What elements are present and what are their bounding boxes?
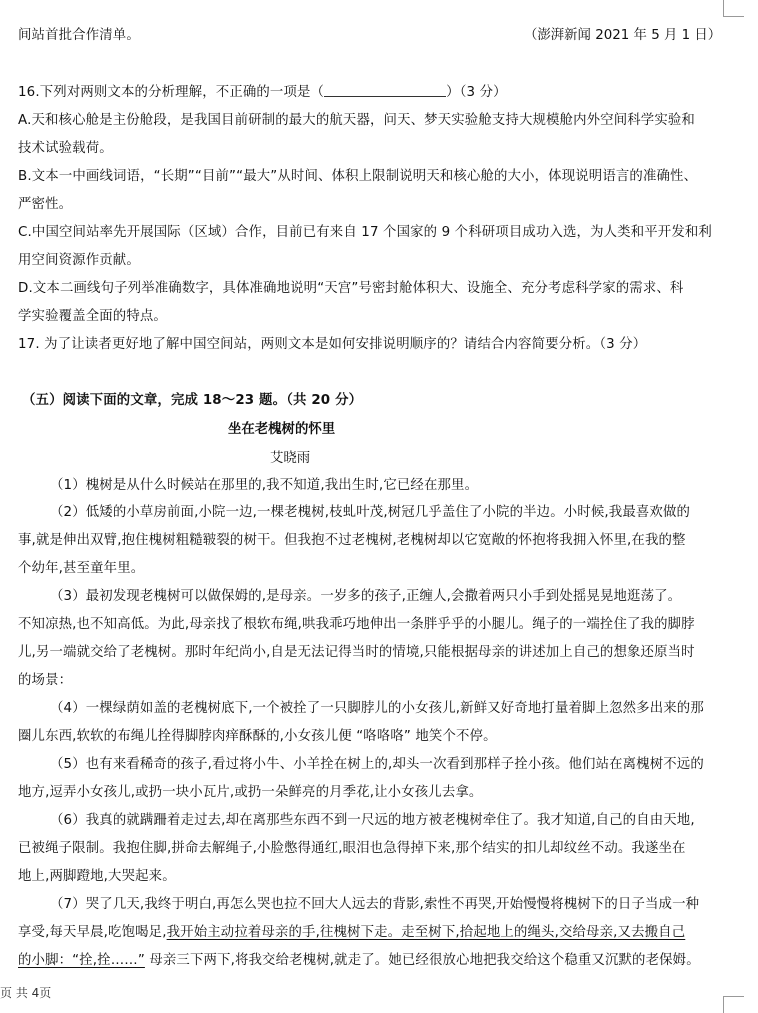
article-title: 坐在老槐树的怀里 (228, 422, 336, 437)
text-line: 间站首批合作清单。 (18, 28, 140, 43)
paragraph-6-line: 已被绳子限制。我抱住脚,拼命去解绳子,小脸憋得通红,眼泪也急得掉下来,那个结实的扣儿却纹丝不动。我遂坐在 (18, 841, 686, 856)
paragraph-6: （6）我真的就蹒跚着走过去,却在离那些东西不到一尺远的地方被老槐树牵住了。我才知道,自己的自由天地, (50, 813, 695, 828)
section-heading: （五）阅读下面的文章，完成 18～23 题。（共 20 分） (22, 393, 363, 408)
paragraph-7-line: 的小脚：“拴,拴……” 母亲三下两下,将我交给老槐树,就走了。她已经很放心地把我交给这个稳重又沉默的老保姆。 (18, 953, 700, 968)
paragraph-3-line: 的场景： (18, 673, 73, 688)
page-footer: 页 共 4页 (0, 986, 52, 1000)
paragraph-7: （7）哭了几天,我终于明白,再怎么哭也拉不回大人远去的背影,索性不再哭,开始慢慢将槐树下的日子当成一种 (50, 897, 700, 912)
paragraph-2-line: 个幼年,甚至童年里。 (18, 561, 145, 576)
paragraph-5-line: 地方,逗弄小女孩儿,或扔一块小瓦片,或扔一朵鲜亮的月季花,让小女孩儿去拿。 (18, 785, 483, 800)
option-c: C.中国空间站率先开展国际（区域）合作，目前已有来自 17 个国家的 9 个科研项目成功入选，为人类和平开发和利 (18, 225, 712, 240)
paragraph-3-line: 儿,另一端就交给了老槐树。那时年纪尚小,自是无法记得当时的情境,只能根据母亲的讲述加上自己的想象还原当时 (18, 645, 695, 660)
paragraph-2-line: 事,就是伸出双臂,抱住槐树粗糙皲裂的树干。但我抱不过老槐树,老槐树却以它宽敞的怀抱将我拥入怀里,在我的整 (18, 533, 686, 548)
page-corner-mark (723, 0, 744, 17)
source-citation: （澎湃新闻 2021 年 5 月 1 日） (524, 28, 722, 43)
paragraph-5: （5）也有来看稀奇的孩子,看过将小牛、小羊拴在树上的,却头一次看到那样子拴小孩。他们站在离槐树不远的 (50, 757, 704, 772)
answer-blank (324, 84, 446, 97)
paragraph-4: （4）一棵绿荫如盖的老槐树底下,一个被拴了一只脚脖儿的小女孩儿,新鲜又好奇地打量着脚上忽然多出来的那 (50, 701, 704, 716)
question-17: 17. 为了让读者更好地了解中国空间站，两则文本是如何安排说明顺序的？请结合内容简要分析。（3 分） (18, 337, 647, 352)
paragraph-6-line: 地上,两脚蹬地,大哭起来。 (18, 869, 176, 884)
paragraph-1: （1）槐树是从什么时候站在那里的,我不知道,我出生时,它已经在那里。 (50, 478, 479, 493)
option-a-cont: 技术试验载荷。 (18, 141, 113, 156)
paragraph-3-line: 不知凉热,也不知高低。为此,母亲找了根软布绳,哄我乖巧地伸出一条胖乎乎的小腿儿。绳子的一端拴住了我的脚脖 (18, 617, 695, 632)
page-corner-mark (723, 996, 744, 1013)
option-d: D.文本二画线句子列举准确数字，具体准确地说明“天宫”号密封舱体积大、设施全、充分考虑科学家的需求、科 (18, 281, 684, 296)
underlined-sentence: 我开始主动拉着母亲的手,往槐树下走。走至树下,拾起地上的绳头,交给母亲,又去搬自己 (166, 925, 686, 940)
article-author: 艾晓雨 (270, 451, 311, 466)
option-c-cont: 用空间资源作贡献。 (18, 253, 140, 268)
question-16-stem: 16.下列对两则文本的分析理解，不正确的一项是（ ）（3 分） (18, 85, 507, 100)
option-b: B.文本一中画线词语，“长期”“目前”“最大”从时间、体积上限制说明天和核心舱的大小，体现说明语言的准确性、 (18, 169, 698, 184)
paragraph-7-line: 享受,每天早晨,吃饱喝足,我开始主动拉着母亲的手,往槐树下走。走至树下,拾起地上的绳头,交给母亲,又去搬自己 (18, 925, 686, 940)
paragraph-2: （2）低矮的小草房前面,小院一边,一棵老槐树,枝虬叶茂,树冠几乎盖住了小院的半边。小时候,我最喜欢做的 (50, 505, 691, 520)
option-d-cont: 学实验覆盖全面的特点。 (18, 309, 167, 324)
underlined-sentence: 的小脚：“拴,拴……” (18, 953, 145, 968)
paragraph-3: （3）最初发现老槐树可以做保姆的,是母亲。一岁多的孩子,正缠人,会撒着两只小手到处摇晃晃地逛荡了。 (50, 589, 682, 604)
paragraph-4-line: 圈儿东西,软软的布绳儿拴得脚脖肉痒酥酥的,小女孩儿便 “咯咯咯” 地笑个不停。 (18, 729, 497, 744)
option-b-cont: 严密性。 (18, 197, 73, 212)
option-a: A.天和核心舱是主份舱段，是我国目前研制的最大的航天器，问天、梦天实验舱支持大规模舱内外空间科学实验和 (18, 113, 695, 128)
